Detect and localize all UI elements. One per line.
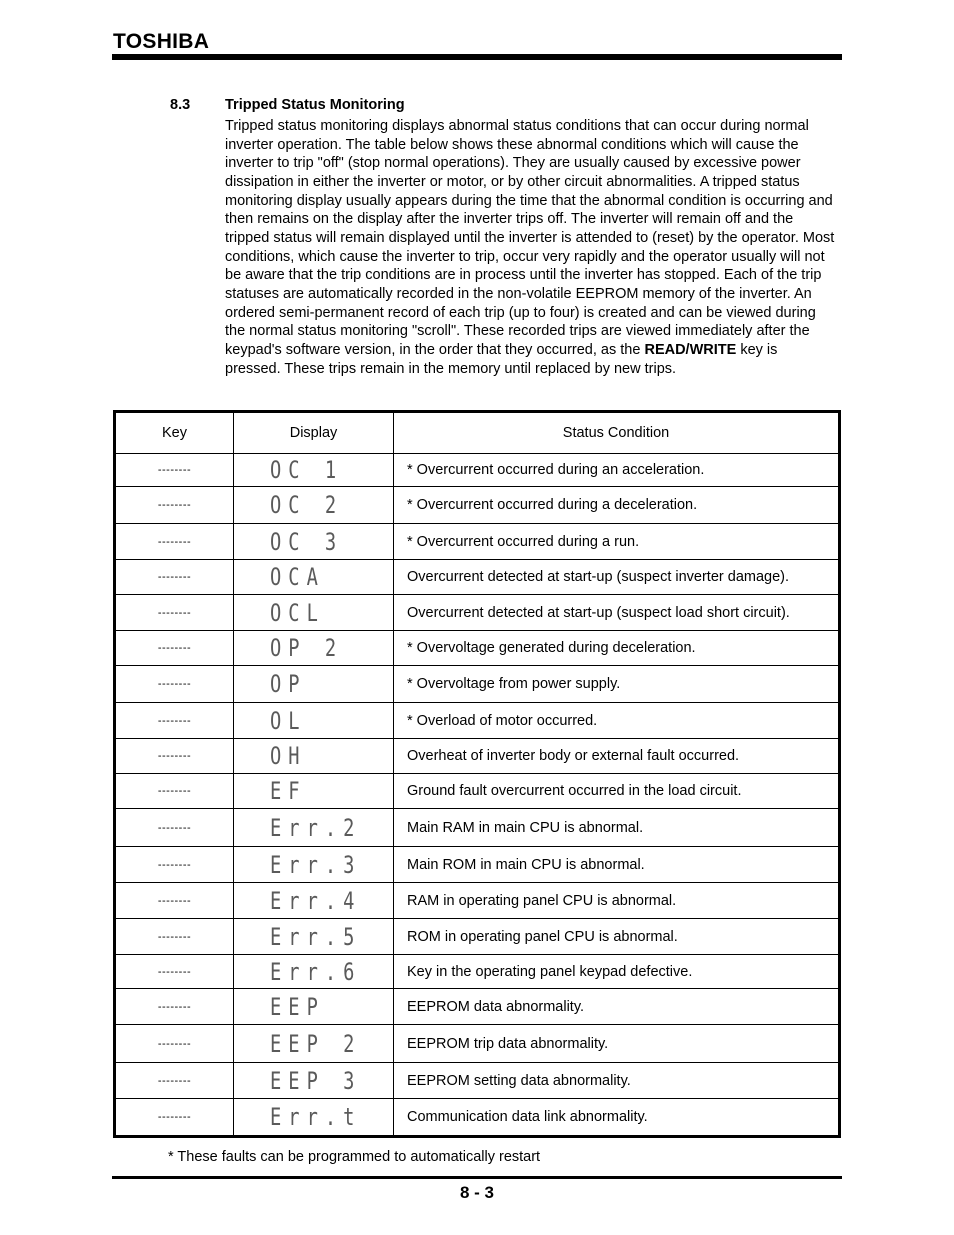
row-key: -------- <box>115 919 234 955</box>
row-display-code: OL <box>270 706 307 735</box>
row-key: -------- <box>115 739 234 774</box>
row-display-cell <box>234 919 394 955</box>
table-row <box>115 739 840 774</box>
row-status-condition: * Overcurrent occurred during a deceleration. <box>394 487 840 524</box>
table-row <box>115 454 840 487</box>
section-title: Tripped Status Monitoring <box>225 97 405 113</box>
row-display-cell <box>234 989 394 1025</box>
row-status-condition: Overcurrent detected at start-up (suspect inverter damage). <box>394 560 840 595</box>
table-row <box>115 595 840 631</box>
row-key: -------- <box>115 487 234 524</box>
brand-logo: TOSHIBA <box>113 30 210 53</box>
row-display-code: OP 2 <box>270 634 344 662</box>
body-text-1: Tripped status monitoring displays abnormal status conditions that can occur during normal inverter operation. The table below shows these abnormal conditions which will cause the inverter to trip "off" (stop normal operations). They are usually caused by excessive power dissipation in either the inverter or motor, or by other circuit abnormalities. A tripped status monitoring display usually appears during the time that the abnormal condition is occurring and then remains on the display after the inverter trips off. The inverter will remain off and the tripped status will remain displayed until the inverter is attended to (reset) by the operator. Most conditions, which cause the inverter to trip, occur very rapidly and the operator usually will not be aware that the trip conditions are in process until the inverter has stopped. Each of the trip statuses are automatically recorded in the non-volatile EEPROM memory of the inverter. An ordered semi-permanent record of each trip (up to four) is created and can be viewed during the normal status monitoring "scroll". These recorded trips are viewed immediately after the keypad's software version, in the order that they occurred, as the <box>225 118 835 358</box>
row-key: -------- <box>115 847 234 883</box>
row-display-code: EEP 2 <box>270 1029 362 1058</box>
table-row <box>115 1063 840 1099</box>
row-key: -------- <box>115 666 234 703</box>
row-display-cell <box>234 595 394 631</box>
body-text-2: key is pressed. These trips remain in the memory until replaced by new trips. <box>225 341 778 377</box>
row-key: -------- <box>115 774 234 809</box>
table-row <box>115 919 840 955</box>
row-display-cell <box>234 955 394 989</box>
row-status-condition: Overcurrent detected at start-up (suspect load short circuit). <box>394 595 840 631</box>
table-row <box>115 809 840 847</box>
row-display-code: OH <box>270 742 307 770</box>
table-row <box>115 703 840 739</box>
table-row <box>115 883 840 919</box>
row-key: -------- <box>115 1063 234 1099</box>
row-display-code: OP <box>270 670 307 698</box>
row-display-cell <box>234 1025 394 1063</box>
row-display-cell <box>234 883 394 919</box>
row-status-condition: * Overload of motor occurred. <box>394 703 840 739</box>
row-display-code: Err.2 <box>270 813 362 842</box>
top-rule <box>112 54 842 60</box>
table-row <box>115 774 840 809</box>
row-display-code: Err.3 <box>270 850 362 879</box>
table-row <box>115 1025 840 1063</box>
row-key: -------- <box>115 883 234 919</box>
row-display-cell <box>234 774 394 809</box>
row-display-cell <box>234 487 394 524</box>
row-display-code: OC 3 <box>270 527 344 556</box>
row-display-cell <box>234 1063 394 1099</box>
table-row <box>115 524 840 560</box>
table-row <box>115 989 840 1025</box>
row-display-code: Err.t <box>270 1103 362 1131</box>
table-row <box>115 847 840 883</box>
table-row <box>115 1099 840 1137</box>
row-display-code: Err.4 <box>270 886 362 915</box>
row-display-cell <box>234 703 394 739</box>
row-key: -------- <box>115 560 234 595</box>
header-display: Display <box>234 412 394 454</box>
row-status-condition: Key in the operating panel keypad defective. <box>394 955 840 989</box>
row-key: -------- <box>115 989 234 1025</box>
row-display-cell <box>234 666 394 703</box>
trip-status-table <box>113 410 841 1138</box>
row-status-condition: Ground fault overcurrent occurred in the load circuit. <box>394 774 840 809</box>
row-display-cell <box>234 631 394 666</box>
row-status-condition: Communication data link abnormality. <box>394 1099 840 1137</box>
row-display-code: OCL <box>270 598 325 627</box>
row-display-code: OC 1 <box>270 456 344 484</box>
row-key: -------- <box>115 524 234 560</box>
row-key: -------- <box>115 631 234 666</box>
table-row <box>115 487 840 524</box>
page-number: 8 - 3 <box>459 1183 495 1202</box>
row-display-code: EEP 3 <box>270 1066 362 1095</box>
row-display-cell <box>234 1099 394 1137</box>
row-display-cell <box>234 524 394 560</box>
row-key: -------- <box>115 1025 234 1063</box>
row-display-cell <box>234 739 394 774</box>
footnote: * These faults can be programmed to automatically restart <box>168 1149 541 1165</box>
header-status: Status Condition <box>394 412 840 454</box>
table-row <box>115 631 840 666</box>
section-body <box>225 117 835 378</box>
row-status-condition: Main RAM in main CPU is abnormal. <box>394 809 840 847</box>
row-key: -------- <box>115 955 234 989</box>
row-display-cell <box>234 847 394 883</box>
row-display-code: Err.6 <box>270 957 362 986</box>
row-status-condition: EEPROM setting data abnormality. <box>394 1063 840 1099</box>
row-status-condition: ROM in operating panel CPU is abnormal. <box>394 919 840 955</box>
section-number: 8.3 <box>170 97 191 113</box>
row-display-cell <box>234 809 394 847</box>
row-status-condition: RAM in operating panel CPU is abnormal. <box>394 883 840 919</box>
header-key: Key <box>115 412 234 454</box>
table-row <box>115 955 840 989</box>
row-status-condition: EEPROM trip data abnormality. <box>394 1025 840 1063</box>
row-status-condition: Overheat of inverter body or external fault occurred. <box>394 739 840 774</box>
bottom-rule <box>112 1176 842 1179</box>
row-display-code: EF <box>270 777 307 805</box>
row-display-code: OCA <box>270 563 325 591</box>
row-key: -------- <box>115 595 234 631</box>
table-row <box>115 560 840 595</box>
row-status-condition: Main ROM in main CPU is abnormal. <box>394 847 840 883</box>
row-status-condition: * Overcurrent occurred during a run. <box>394 524 840 560</box>
table-body <box>115 454 840 1137</box>
row-display-code: EEP <box>270 992 325 1021</box>
row-key: -------- <box>115 454 234 487</box>
row-display-code: Err.5 <box>270 922 362 951</box>
row-status-condition: * Overvoltage generated during deceleration. <box>394 631 840 666</box>
row-status-condition: * Overcurrent occurred during an acceleration. <box>394 454 840 487</box>
row-display-cell <box>234 560 394 595</box>
row-display-code: OC 2 <box>270 491 344 519</box>
row-status-condition: * Overvoltage from power supply. <box>394 666 840 703</box>
table-row <box>115 666 840 703</box>
row-key: -------- <box>115 1099 234 1137</box>
row-status-condition: EEPROM data abnormality. <box>394 989 840 1025</box>
table-header-row <box>115 412 840 454</box>
row-key: -------- <box>115 703 234 739</box>
row-key: -------- <box>115 809 234 847</box>
read-write-key-label: READ/WRITE <box>644 341 737 358</box>
row-display-cell <box>234 454 394 487</box>
